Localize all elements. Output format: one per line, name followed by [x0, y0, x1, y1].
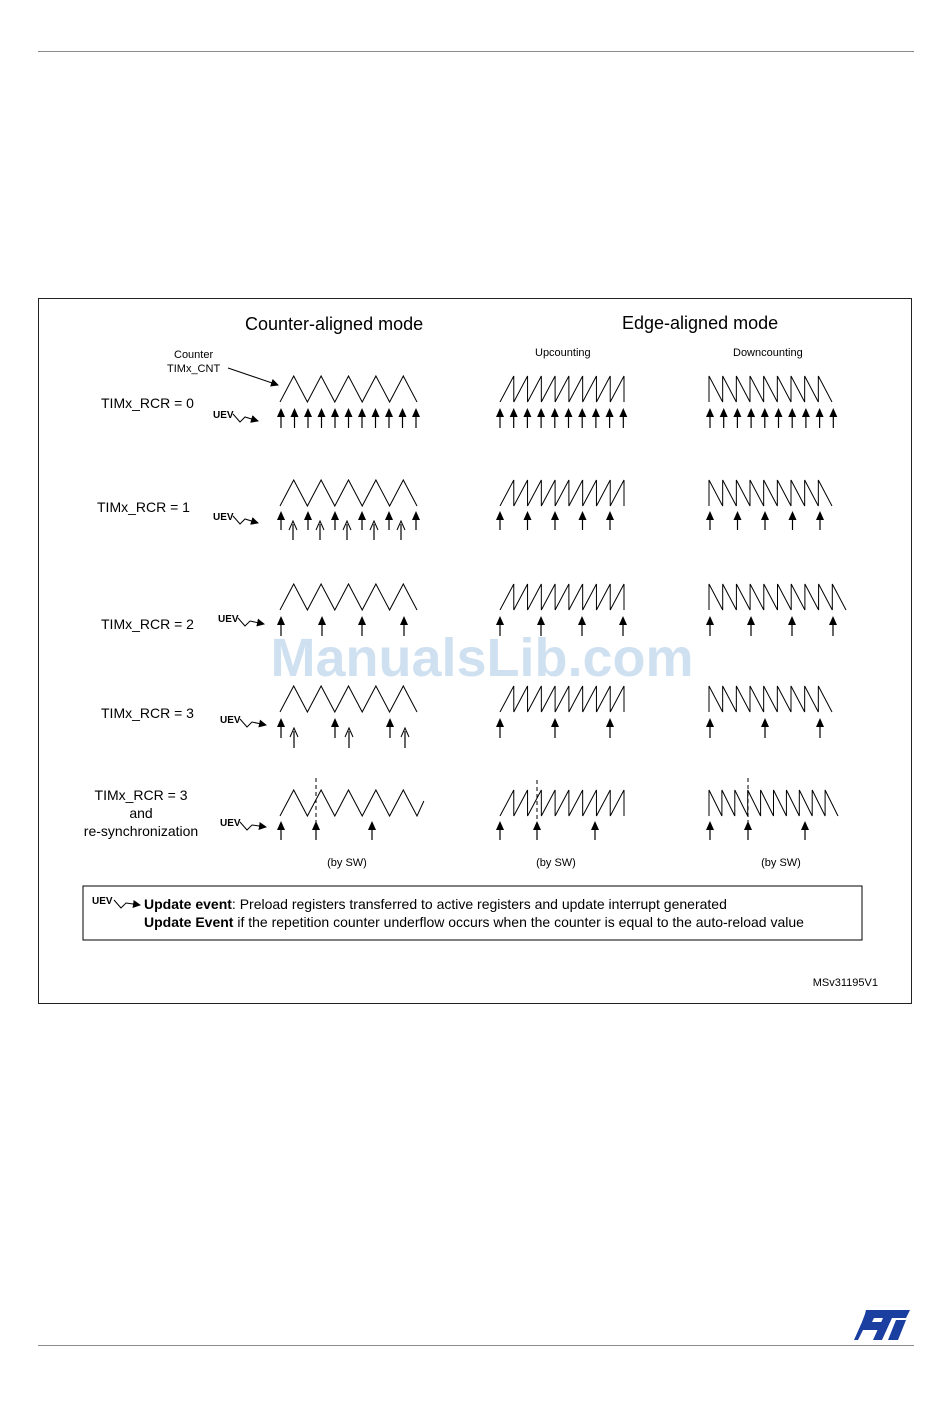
uev-arrow-down-row4 [744, 821, 752, 840]
uev-arrow-up-row4 [591, 821, 599, 840]
uev-arrow-center-row3 [386, 718, 394, 738]
uev-label: UEV [220, 715, 241, 726]
uev-arrow-up-row0 [578, 408, 586, 428]
uev-arrow-center-row0 [345, 408, 353, 428]
uev-arrow-center-row1 [412, 511, 420, 530]
uev-arrow-up-row1 [551, 511, 559, 530]
uev-arrow-down-row2 [747, 616, 755, 636]
uev-arrow-center-row1 [358, 511, 366, 530]
uev-arrow-down-row3 [816, 718, 824, 738]
uev-arrow-down-row1 [761, 511, 769, 530]
counter-underflow-arrow-row3 [345, 728, 353, 748]
uev-symbol-row2 [218, 614, 264, 626]
by-sw-label-center: (by SW) [327, 857, 367, 869]
upcounting-label: Upcounting [535, 347, 591, 359]
uev-arrow-center-row0 [372, 408, 380, 428]
by-sw-label-down: (by SW) [761, 857, 801, 869]
uev-arrow-down-row0 [788, 408, 796, 428]
uev-arrow-down-row0 [761, 408, 769, 428]
uev-arrow-down-row2 [788, 616, 796, 636]
row-label-rcr0: TIMx_RCR = 0 [101, 395, 194, 411]
downcounting-wave-row2 [709, 584, 846, 610]
uev-arrow-down-row0 [829, 408, 837, 428]
legend-line-2-text: if the repetition counter underflow occurs when the counter is equal to the auto-reload value [233, 914, 804, 930]
uev-symbol-row0 [213, 410, 258, 422]
row-label-rcr3-resync-line2: and [129, 805, 153, 821]
uev-arrow-up-row0 [551, 408, 559, 428]
counter-register-label: TIMx_CNT [167, 363, 221, 375]
uev-arrow-center-row0 [318, 408, 326, 428]
row-label-rcr3-resync-line3: re-synchronization [83, 823, 199, 839]
center-aligned-wave-row0 [280, 376, 417, 402]
uev-arrow-down-row3 [706, 718, 714, 738]
st-logo [852, 1308, 912, 1342]
downcounting-wave-row3 [709, 686, 832, 712]
uev-arrow-down-row4 [706, 821, 714, 840]
uev-arrow-down-row1 [734, 511, 742, 530]
row-label-rcr3: TIMx_RCR = 3 [101, 705, 194, 721]
center-aligned-wave-row1 [280, 480, 417, 506]
uev-arrow-up-row0 [510, 408, 518, 428]
uev-arrow-center-row0 [277, 408, 285, 428]
legend-line-1-bold: Update event [144, 896, 232, 912]
uev-arrow-up-row3 [551, 718, 559, 738]
downcounting-wave-row0 [709, 376, 832, 402]
update-event-arrows [277, 408, 837, 840]
row-label-rcr2: TIMx_RCR = 2 [101, 616, 194, 632]
upcounting-wave-row1 [500, 480, 624, 506]
edge-aligned-title: Edge-aligned mode [622, 313, 779, 333]
legend-uev-symbol [92, 896, 140, 908]
uev-symbol-row3 [220, 715, 266, 727]
uev-arrow-up-row0 [592, 408, 600, 428]
uev-arrow-center-row1 [277, 511, 285, 530]
uev-arrow-center-row0 [304, 408, 312, 428]
uev-arrow-down-row3 [761, 718, 769, 738]
counter-underflow-arrow-row1 [370, 521, 378, 540]
figure-reference: MSv31195V1 [812, 977, 878, 989]
uev-arrow-center-row4 [368, 821, 376, 840]
uev-arrow-down-row1 [706, 511, 714, 530]
uev-arrow-down-row0 [747, 408, 755, 428]
uev-arrow-up-row3 [496, 718, 504, 738]
upcounting-wave-row0 [500, 376, 624, 402]
uev-arrow-down-row1 [816, 511, 824, 530]
uev-arrow-down-row0 [775, 408, 783, 428]
uev-label: UEV [213, 410, 234, 421]
uev-arrow-down-row0 [720, 408, 728, 428]
uev-arrow-up-row0 [537, 408, 545, 428]
uev-arrow-up-row0 [606, 408, 614, 428]
downcounting-wave-row1 [709, 480, 832, 506]
uev-arrow-up-row0 [619, 408, 627, 428]
uev-arrow-center-row4 [277, 821, 285, 840]
uev-arrow-center-row0 [358, 408, 366, 428]
uev-arrow-down-row0 [706, 408, 714, 428]
counter-underflow-arrow-row3 [290, 728, 298, 748]
watermark: ManualsLib.com [270, 628, 694, 688]
uev-arrow-down-row2 [706, 616, 714, 636]
downcounting-wave-row4 [709, 790, 838, 816]
center-aligned-wave-row2 [280, 584, 417, 610]
uev-arrow-center-row1 [385, 511, 393, 530]
row-label-rcr1: TIMx_RCR = 1 [97, 499, 190, 515]
legend-line-2 [144, 914, 804, 930]
uev-arrow-center-row1 [331, 511, 339, 530]
upcounting-wave-row2 [500, 584, 624, 610]
upcounting-wave-row4 [500, 790, 624, 816]
uev-arrow-down-row0 [816, 408, 824, 428]
uev-arrow-center-row0 [291, 408, 299, 428]
upcounting-wave-row3 [500, 686, 624, 712]
counter-underflow-arrow-row1 [343, 521, 351, 540]
row-label-rcr3-resync-line1: TIMx_RCR = 3 [94, 787, 188, 803]
uev-arrow-up-row1 [496, 511, 504, 530]
legend-line-1 [144, 896, 727, 912]
uev-arrow-up-row0 [523, 408, 531, 428]
counter-pointer-arrow [228, 368, 278, 385]
uev-arrow-up-row0 [496, 408, 504, 428]
uev-arrow-down-row0 [802, 408, 810, 428]
counter-aligned-title: Counter-aligned mode [245, 314, 424, 334]
uev-arrow-up-row4 [496, 821, 504, 840]
center-aligned-wave-row3 [280, 686, 417, 712]
uev-arrow-center-row1 [304, 511, 312, 530]
legend-box [83, 886, 862, 940]
counter-underflow-arrow-row3 [401, 728, 409, 748]
legend-uev-label: UEV [92, 896, 113, 907]
uev-label: UEV [213, 512, 234, 523]
uev-arrow-center-row4 [312, 821, 320, 840]
uev-arrow-down-row1 [789, 511, 797, 530]
uev-label: UEV [218, 614, 239, 625]
uev-arrow-up-row1 [606, 511, 614, 530]
uev-arrow-down-row4 [801, 821, 809, 840]
uev-symbol-row1 [213, 512, 258, 524]
counter-underflow-arrow-row1 [316, 521, 324, 540]
uev-arrow-up-row4 [533, 821, 541, 840]
uev-label: UEV [220, 818, 241, 829]
uev-symbol-row4 [220, 818, 266, 830]
uev-arrow-up-row1 [524, 511, 532, 530]
uev-arrow-down-row2 [829, 616, 837, 636]
uev-arrow-down-row0 [733, 408, 741, 428]
uev-arrow-up-row1 [579, 511, 587, 530]
counter-label: Counter [174, 349, 214, 361]
legend-line-2-bold: Update Event [144, 914, 234, 930]
counter-underflow-arrow-row1 [397, 521, 405, 540]
uev-arrow-center-row0 [399, 408, 407, 428]
uev-arrow-center-row3 [277, 718, 285, 738]
downcounting-label: Downcounting [733, 347, 803, 359]
uev-arrow-center-row0 [331, 408, 339, 428]
uev-arrow-up-row0 [565, 408, 573, 428]
uev-arrow-up-row3 [606, 718, 614, 738]
counter-waveforms [280, 376, 846, 828]
center-aligned-wave-row4 [280, 790, 424, 816]
uev-arrow-center-row3 [331, 718, 339, 738]
by-sw-label-up: (by SW) [536, 857, 576, 869]
uev-arrow-center-row0 [412, 408, 420, 428]
uev-arrow-center-row0 [385, 408, 393, 428]
counter-underflow-arrow-row1 [289, 521, 297, 540]
legend-line-1-text: : Preload registers transferred to active registers and update interrupt generated [231, 896, 727, 912]
